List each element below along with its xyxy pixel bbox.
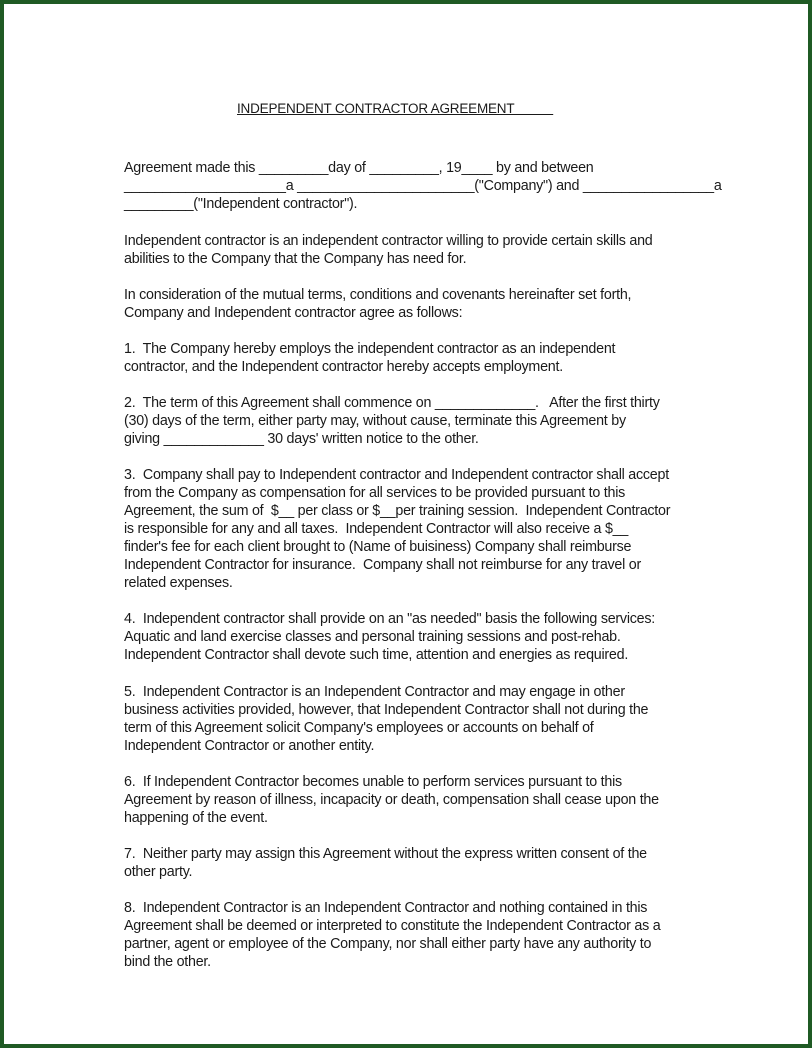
paragraph-line: contractor, and the Independent contractor hereby accepts employment. [124,359,563,375]
paragraph-line: other party. [124,864,193,880]
paragraph-line: Agreement, the sum of $__ per class or $__per training session. Independent Contractor [124,503,671,519]
paragraph-line: _________("Independent contractor"). [124,196,358,212]
paragraph-line: Agreement made this _________day of _________, 19____ by and between [124,160,594,176]
paragraph-line: giving _____________ 30 days' written notice to the other. [124,431,479,447]
paragraph-line: related expenses. [124,575,233,591]
paragraph-line: 8. Independent Contractor is an Independent Contractor and nothing contained in this [124,900,648,916]
paragraph-line: Independent Contractor or another entity. [124,738,375,754]
paragraph-line: 7. Neither party may assign this Agreement without the express written consent of the [124,846,647,862]
paragraph-line: Aquatic and land exercise classes and personal training sessions and post-rehab. [124,629,621,645]
paragraph-line: Company and Independent contractor agree as follows: [124,305,463,321]
paragraph-line: Agreement shall be deemed or interpreted to constitute the Independent Contractor as a [124,918,661,934]
paragraph-line: Independent Contractor shall devote such time, attention and energies as required. [124,647,629,663]
paragraph-line: Agreement by reason of illness, incapacity or death, compensation shall cease upon the [124,792,659,808]
paragraph-line: happening of the event. [124,810,268,826]
paragraph-line: bind the other. [124,954,211,970]
paragraph-line: (30) days of the term, either party may, without cause, terminate this Agreement by [124,413,626,429]
agreement-document [4,4,808,1044]
paragraph-line: In consideration of the mutual terms, conditions and covenants hereinafter set forth, [124,287,632,303]
paragraph-line: Independent contractor is an independent contractor willing to provide certain skills and [124,233,653,249]
paragraph-line: business activities provided, however, that Independent Contractor shall not during the [124,702,649,718]
paragraph-line: term of this Agreement solicit Company's employees or accounts on behalf of [124,720,594,736]
paragraph-line: Independent Contractor for insurance. Company shall not reimburse for any travel or [124,557,641,573]
paragraph-line: is responsible for any and all taxes. Independent Contractor will also receive a $__ [124,521,629,537]
paragraph-line: partner, agent or employee of the Company, nor shall either party have any authority to [124,936,652,952]
paragraph-line: 2. The term of this Agreement shall commence on _____________. After the first thirty [124,395,660,411]
paragraph-line: _____________________a _______________________("Company") and _________________a [124,178,722,194]
paragraph-line: from the Company as compensation for all services to be provided pursuant to this [124,485,626,501]
paragraph-line: finder's fee for each client brought to (Name of buisiness) Company shall reimburse [124,539,632,555]
paragraph-line: 5. Independent Contractor is an Independent Contractor and may engage in other [124,684,625,700]
document-page [4,4,808,1044]
paragraph-line: 4. Independent contractor shall provide on an "as needed" basis the following services: [124,611,655,627]
document-title: INDEPENDENT CONTRACTOR AGREEMENT [237,101,554,116]
paragraph-line: 6. If Independent Contractor becomes unable to perform services pursuant to this [124,774,622,790]
paragraph-line: 3. Company shall pay to Independent contractor and Independent contractor shall accept [124,467,669,483]
paragraph-line: abilities to the Company that the Company has need for. [124,251,467,267]
paragraph-line: 1. The Company hereby employs the independent contractor as an independent [124,341,616,357]
